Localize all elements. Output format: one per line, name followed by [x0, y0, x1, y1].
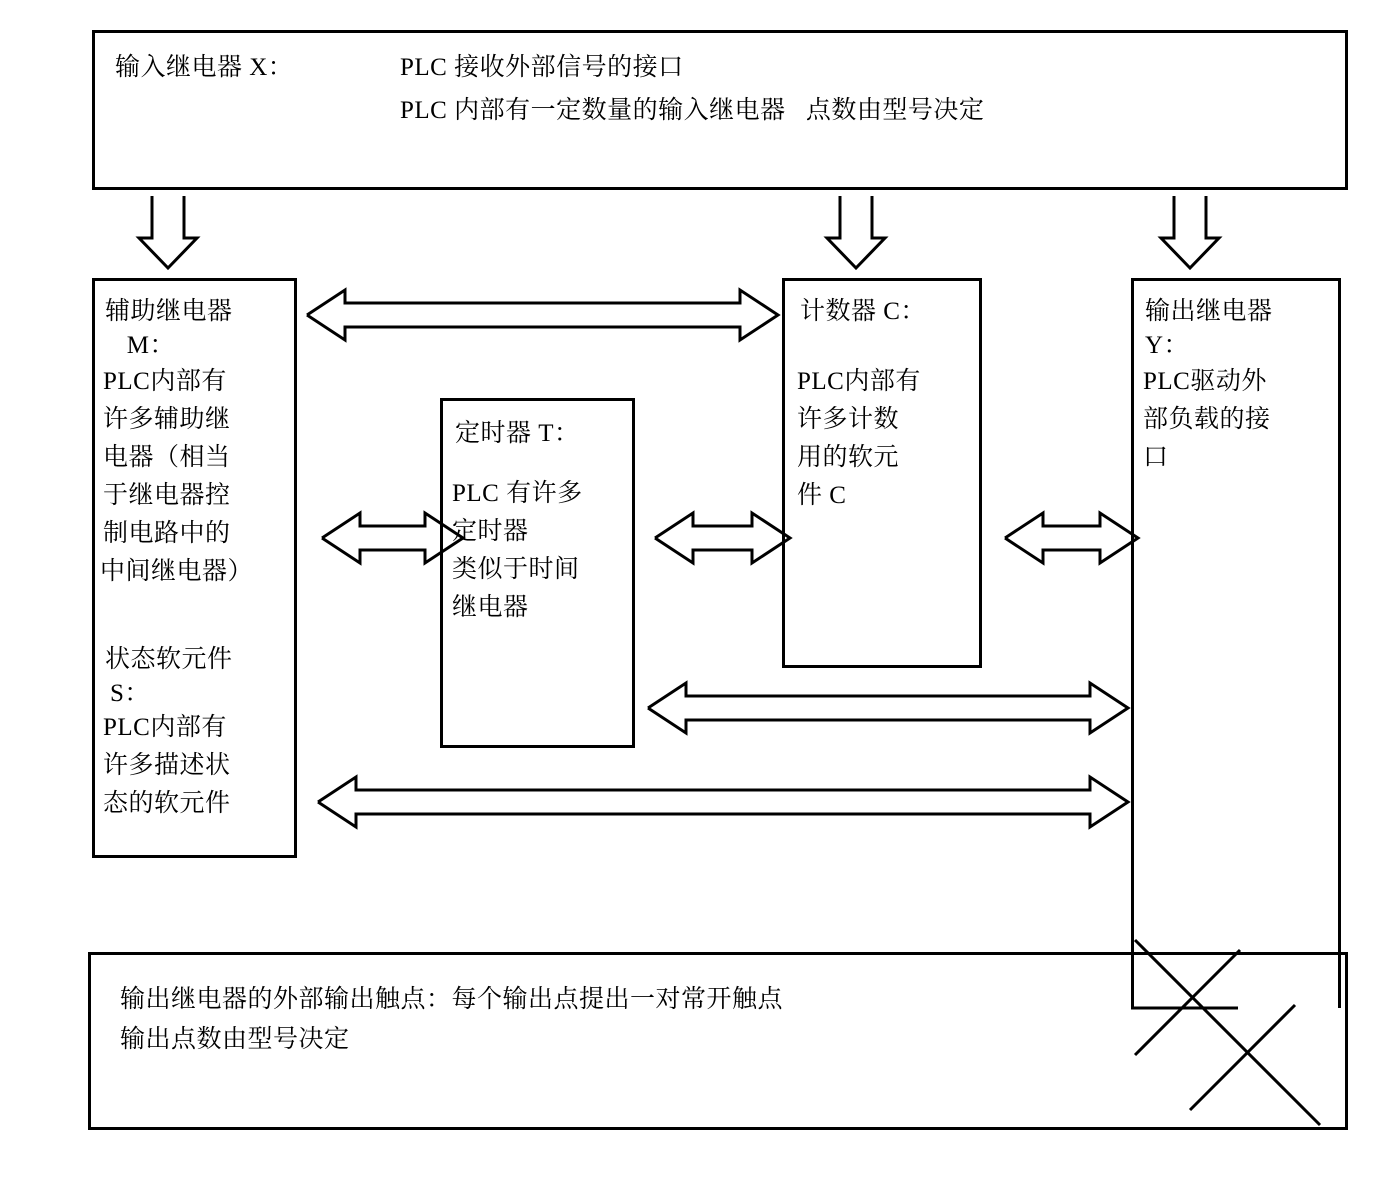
aux-relay-line-6: 中间继电器） — [100, 558, 254, 585]
state-device-line-2: 许多描述状 — [103, 752, 231, 779]
timer-line-4: 继电器 — [452, 594, 529, 621]
aux-relay-line-4: 于继电器控 — [103, 482, 231, 509]
state-device-heading-2: S： — [110, 680, 150, 707]
output-relay-heading: 输出继电器 — [1145, 298, 1273, 325]
timer-line-2: 定时器 — [452, 518, 529, 545]
counter-line-1: PLC内部有 — [797, 368, 921, 395]
input-relay-line-1: PLC 接收外部信号的接口 — [400, 54, 684, 81]
output-relay-line-3: 口 — [1143, 444, 1169, 471]
state-device-line-3: 态的软元件 — [103, 790, 231, 817]
output-relay-line-2: 部负载的接 — [1143, 406, 1271, 433]
counter-line-2: 许多计数 — [797, 406, 900, 433]
output-relay-line-1: PLC驱动外 — [1143, 368, 1267, 395]
state-device-line-1: PLC内部有 — [103, 714, 227, 741]
output-relay-heading-2: Y： — [1145, 332, 1190, 359]
counter-line-4: 件 C — [797, 482, 847, 509]
timer-line-1: PLC 有许多 — [452, 480, 583, 507]
aux-relay-line-2: 许多辅助继 — [103, 406, 231, 433]
aux-relay-heading: 辅助继电器 — [105, 298, 233, 325]
counter-heading: 计数器 C： — [800, 298, 926, 325]
output-contact-line-2: 输出点数由型号决定 — [120, 1026, 350, 1053]
timer-heading: 定时器 T： — [455, 420, 580, 447]
aux-relay-heading-2: M： — [120, 332, 175, 359]
aux-relay-line-1: PLC内部有 — [103, 368, 227, 395]
input-relay-label: 输入继电器 X： — [115, 54, 294, 81]
input-relay-line-2: PLC 内部有一定数量的输入继电器 点数由型号决定 — [400, 97, 985, 124]
output-contact-line-1: 输出继电器的外部输出触点：每个输出点提出一对常开触点 — [120, 986, 784, 1013]
state-device-heading: 状态软元件 — [105, 646, 233, 673]
aux-relay-line-5: 制电路中的 — [103, 520, 231, 547]
timer-line-3: 类似于时间 — [452, 556, 580, 583]
counter-line-3: 用的软元 — [797, 444, 900, 471]
aux-relay-line-3: 电器（相当 — [103, 444, 231, 471]
